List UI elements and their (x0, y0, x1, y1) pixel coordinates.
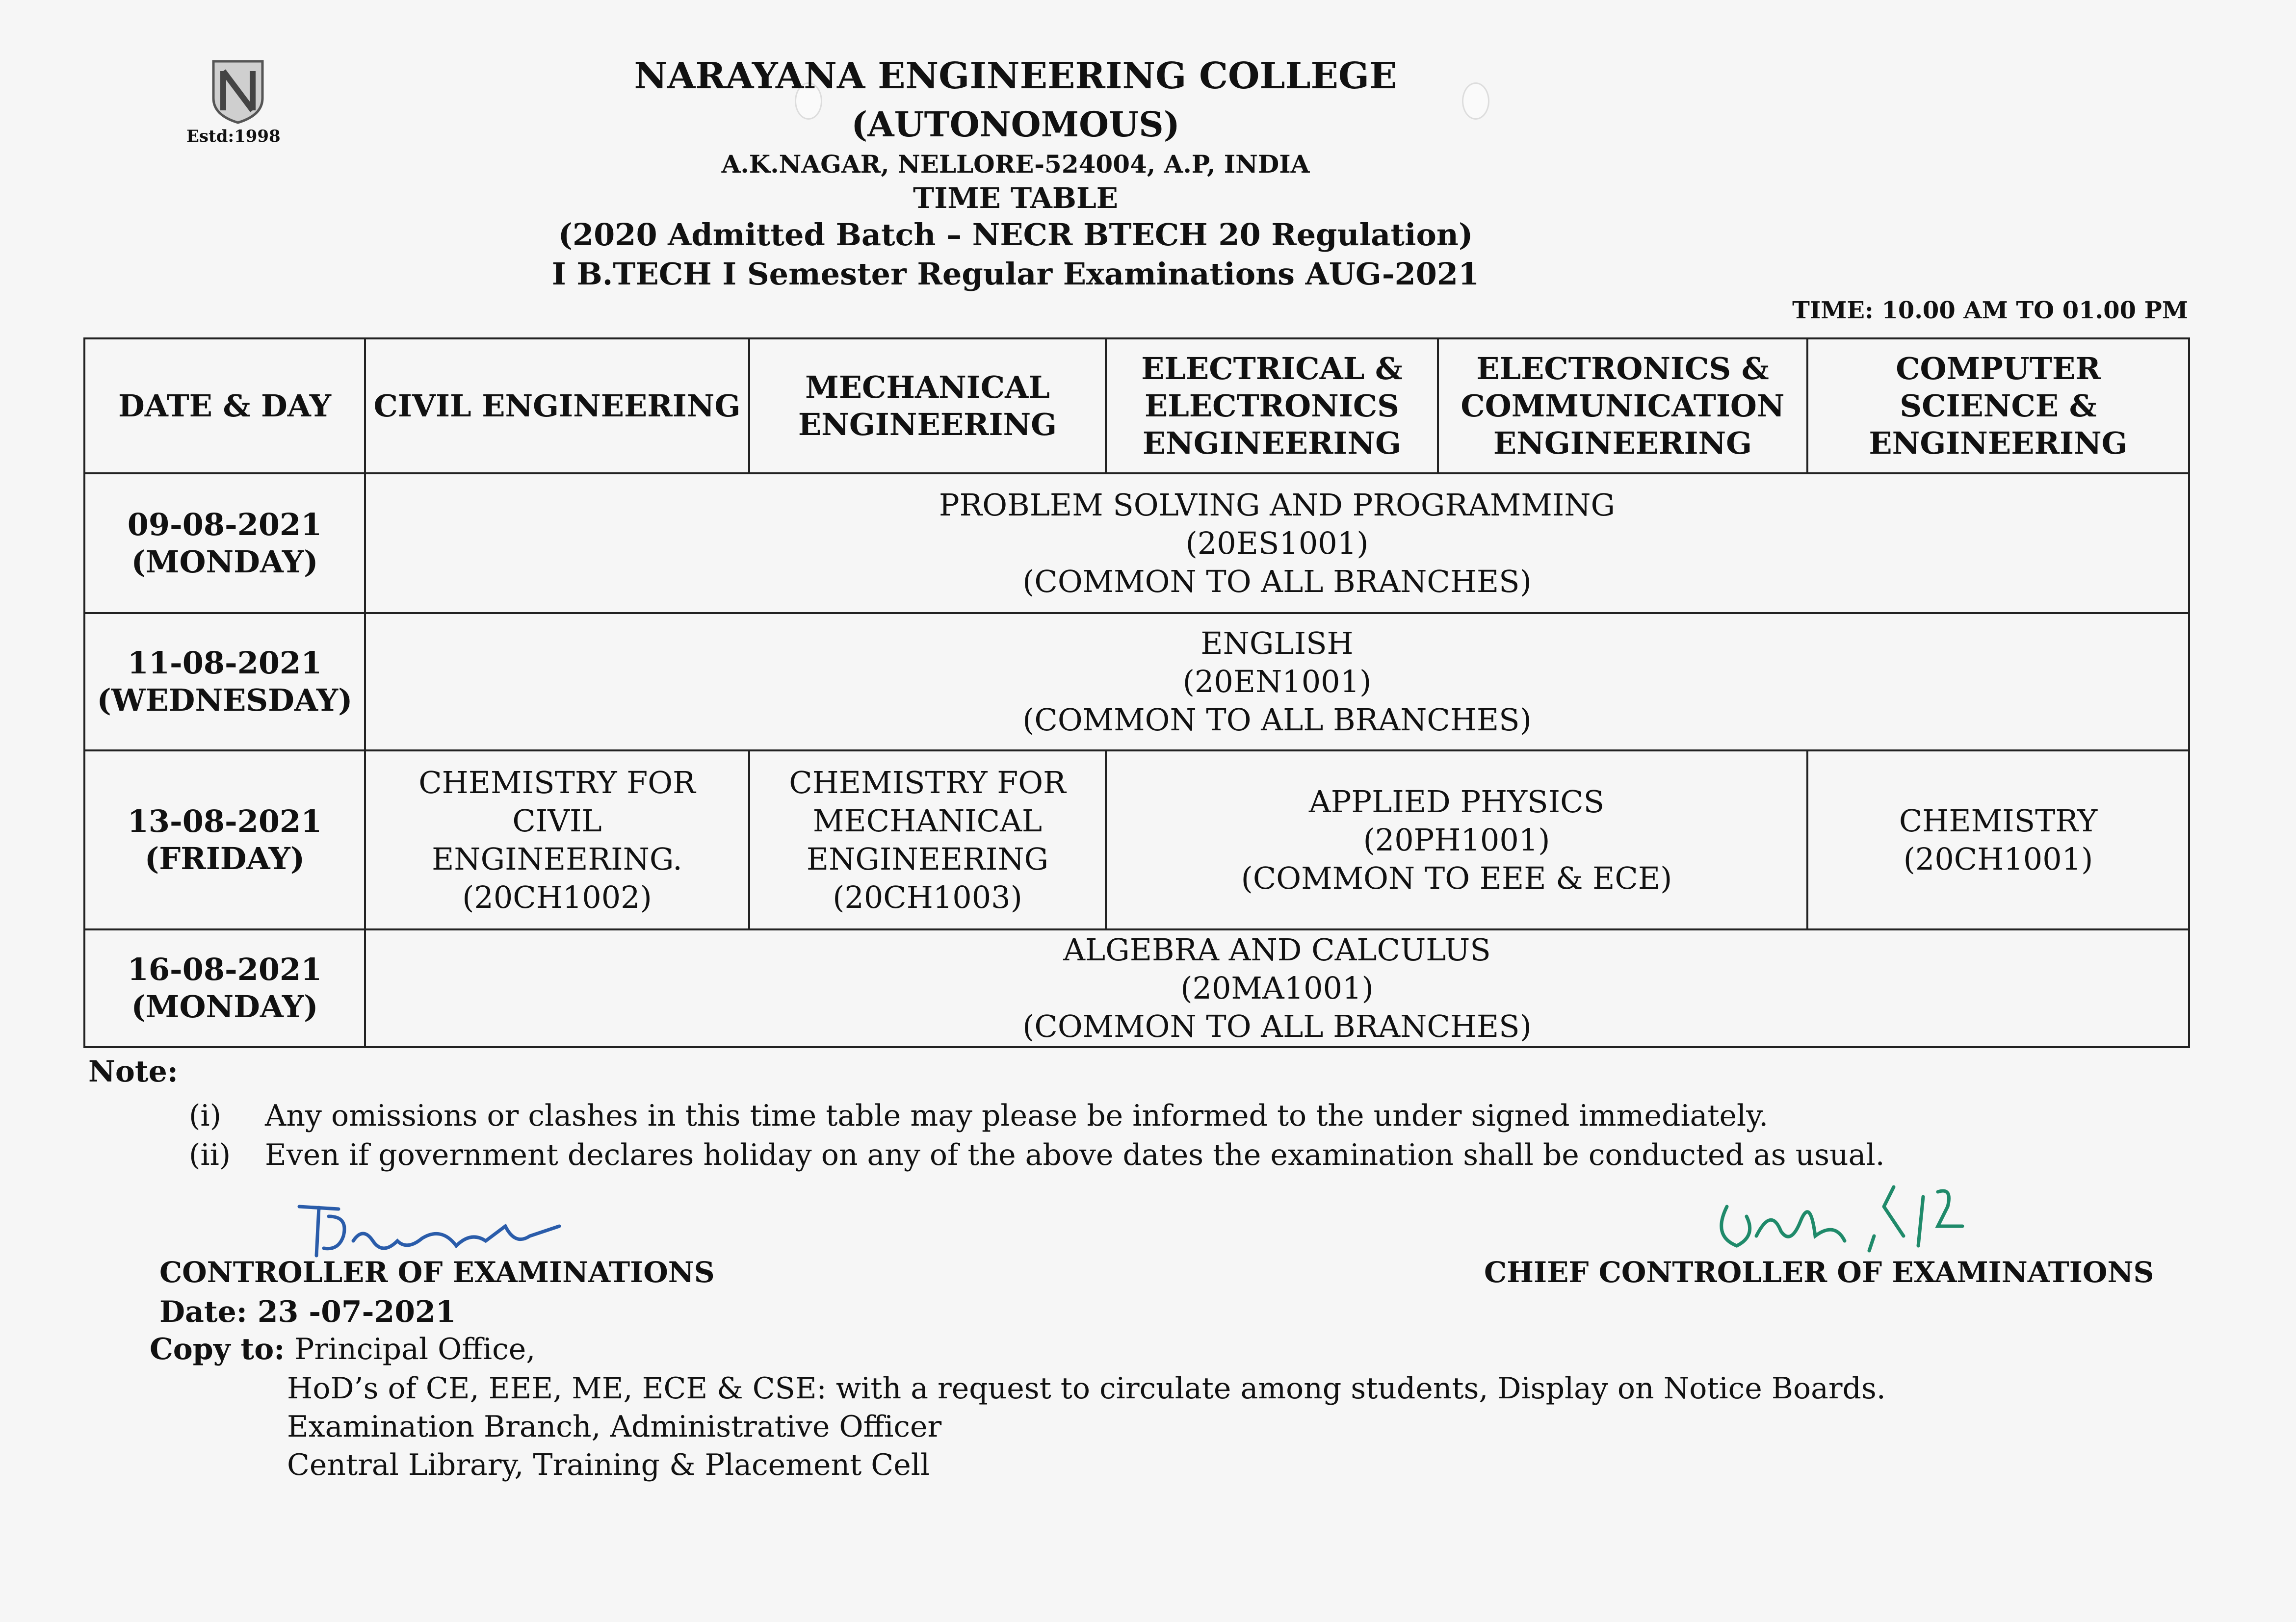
subject-name: PROBLEM SOLVING AND PROGRAMMING (939, 487, 1616, 523)
exam-line: I B.TECH I Semester Regular Examinations AUG-2021 (551, 256, 1480, 292)
estd-text: Estd:1998 (186, 127, 281, 146)
note-number: (i) (189, 1099, 222, 1133)
subject-scope: (COMMON TO ALL BRANCHES) (1022, 563, 1532, 599)
controller-signature (294, 1197, 569, 1265)
date-cell (84, 929, 365, 1047)
col-header-civil: CIVIL ENGINEERING (365, 338, 749, 473)
subject-name: CHEMISTRY (1899, 802, 2098, 839)
document-title: TIME TABLE (913, 181, 1118, 215)
date-cell (84, 750, 365, 929)
subject-name: ENGLISH (1200, 625, 1354, 661)
header-row (84, 338, 2189, 473)
copy-to-item: HoD’s of CE, EEE, ME, ECE & CSE: with a request to circulate among students, Display on Notice Boards. (287, 1371, 1886, 1406)
subject-line: CHEMISTRY FOR (418, 764, 696, 800)
date-label: Date: (159, 1295, 247, 1329)
subject-cell (365, 929, 2189, 1047)
exam-day: (MONDAY) (131, 543, 318, 580)
col-header-eee: ELECTRICAL & ELECTRONICS ENGINEERING (1106, 338, 1438, 473)
chief-controller-label: CHIEF CONTROLLER OF EXAMINATIONS (1484, 1256, 2154, 1289)
subject-line: ENGINEERING. (432, 841, 682, 877)
exam-day: (WEDNESDAY) (97, 682, 353, 718)
subject-line: CIVIL (512, 802, 602, 839)
exam-day: (MONDAY) (131, 989, 318, 1025)
copy-to-label: Copy to: (150, 1332, 285, 1366)
copy-to-item: Central Library, Training & Placement Cell (287, 1448, 930, 1482)
table-row (84, 750, 2189, 929)
exam-day: (FRIDAY) (144, 840, 305, 876)
col-header-mechanical: MECHANICAL ENGINEERING (749, 338, 1106, 473)
table-row (84, 613, 2189, 750)
subject-cell-civil (365, 750, 749, 929)
date-value: 23 -07-2021 (257, 1295, 456, 1329)
subject-code: (20EN1001) (1182, 664, 1372, 699)
table-row (84, 929, 2189, 1047)
exam-date: 09-08-2021 (127, 506, 322, 542)
issue-date (159, 1295, 456, 1329)
timetable (83, 337, 2190, 1048)
subject-cell-mechanical (749, 750, 1106, 929)
batch-line: (2020 Admitted Batch – NECR BTECH 20 Regulation) (558, 217, 1473, 253)
subject-code: (20CH1001) (1903, 841, 2093, 877)
address: A.K.NAGAR, NELLORE-524004, A.P, INDIA (721, 150, 1310, 179)
subject-scope: (COMMON TO ALL BRANCHES) (1022, 702, 1532, 738)
exam-date: 13-08-2021 (127, 803, 322, 839)
exam-time: TIME: 10.00 AM TO 01.00 PM (1792, 297, 2188, 324)
note-number: (ii) (189, 1138, 231, 1172)
subject-scope: (COMMON TO ALL BRANCHES) (1022, 1008, 1532, 1044)
date-cell (84, 473, 365, 613)
college-name: NARAYANA ENGINEERING COLLEGE (634, 55, 1397, 97)
col-header-date: DATE & DAY (84, 338, 365, 473)
note-text: Any omissions or clashes in this time table may please be informed to the under signed immediately. (265, 1099, 1769, 1133)
exam-date: 16-08-2021 (127, 952, 322, 987)
note-text: Even if government declares holiday on any of the above dates the examination shall be conducted as usual. (265, 1138, 1885, 1172)
copy-to-item: Examination Branch, Administrative Officer (287, 1410, 942, 1444)
note-label: Note: (88, 1055, 178, 1089)
subject-cell-eee-ece (1106, 750, 1807, 929)
col-header-cse: COMPUTER SCIENCE & ENGINEERING (1807, 338, 2189, 473)
copy-to-item: Principal Office, (294, 1332, 536, 1366)
subject-cell (365, 473, 2189, 613)
exam-date: 11-08-2021 (127, 645, 322, 681)
subject-code: (20CH1003) (833, 879, 1022, 915)
subject-line: MECHANICAL (812, 802, 1043, 839)
subject-code: (20CH1002) (462, 879, 652, 915)
subject-cell-cse (1807, 750, 2189, 929)
table-row (84, 473, 2189, 613)
autonomous-label: (AUTONOMOUS) (851, 104, 1180, 145)
subject-line: CHEMISTRY FOR (789, 764, 1066, 800)
subject-cell (365, 613, 2189, 750)
subject-line: ENGINEERING (806, 841, 1049, 877)
date-cell (84, 613, 365, 750)
subject-code: (20MA1001) (1180, 970, 1374, 1006)
subject-code: (20PH1001) (1363, 822, 1550, 858)
subject-name: APPLIED PHYSICS (1308, 783, 1605, 820)
subject-scope: (COMMON TO EEE & ECE) (1241, 860, 1672, 896)
chief-controller-signature (1707, 1177, 2002, 1265)
subject-code: (20ES1001) (1185, 525, 1369, 561)
controller-label: CONTROLLER OF EXAMINATIONS (159, 1256, 715, 1289)
subject-name: ALGEBRA AND CALCULUS (1063, 932, 1491, 968)
col-header-ece: ELECTRONICS & COMMUNICATION ENGINEERING (1438, 338, 1807, 473)
